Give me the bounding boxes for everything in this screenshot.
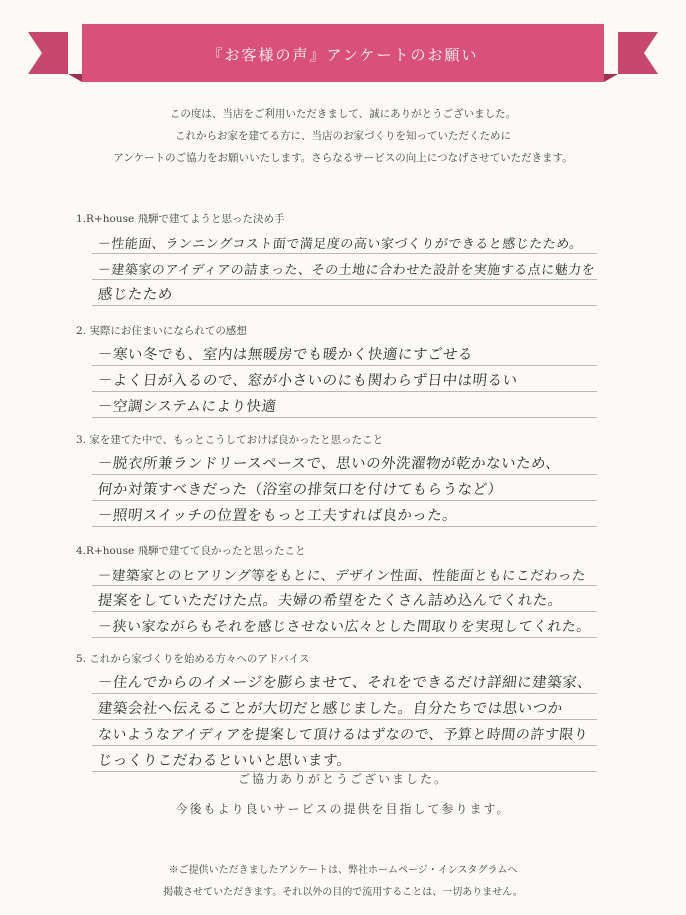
- answer-line: [92, 228, 597, 254]
- intro-line: アンケートのご協力をお願いいたします。さらなるサービスの向上につなげさせていただきます。: [113, 152, 573, 164]
- page-title: 『お客様の声』アンケートのお願い: [207, 46, 479, 64]
- handwritten-answer: －性能面、ランニングコスト面で満足度の高い家づくりができると感じたため。: [97, 237, 584, 252]
- handwritten-answer: －よく日が入るので、窓が小さいのにも関わらず日中は明るい: [97, 373, 519, 389]
- answer-line: [92, 449, 597, 475]
- question-label: 5. これから家づくりを始める方々へのアドバイス: [76, 653, 310, 665]
- handwritten-answer: －寒い冬でも、室内は無暖房でも暖かく快適にすごせる: [97, 347, 474, 363]
- handwritten-answer: －照明スイッチの位置をもっと工夫すれば良かった。: [97, 508, 459, 524]
- footer-line: 掲載させていただきます。それ以外の目的で流用することは、一切ありません。: [163, 887, 523, 898]
- answer-line: [92, 694, 597, 720]
- question-section-2: [76, 322, 616, 418]
- handwritten-answer: －狭い家ながらもそれを感じさせない広々とした間取りを実現してくれた。: [97, 619, 592, 635]
- question-label: 3. 家を建てた中で、もっとこうしておけば良かったと思ったこと: [76, 434, 384, 446]
- closing-thanks: ご協力ありがとうございました。: [237, 772, 448, 786]
- question-label: 1.R+house 飛騨で建てようと思った決め手: [76, 213, 285, 225]
- intro-line: これからお家を建てる方に、当店のお家づくりを知っていただくために: [175, 130, 511, 142]
- question-section-4: [76, 542, 616, 638]
- answer-line: [92, 560, 597, 586]
- answer-line: [92, 586, 597, 612]
- answer-line: [92, 392, 597, 418]
- footer-note: [0, 860, 686, 904]
- handwritten-answer: ないようなアイディアを提案して頂けるはずなので、予算と時間の許す限り: [97, 727, 590, 743]
- intro-text: [60, 103, 626, 169]
- handwritten-answer: －脱衣所兼ランドリースペースで、思いの外洗濯物が乾かないため、: [97, 456, 562, 472]
- answer-line: [92, 668, 597, 694]
- question-section-3: [76, 431, 616, 527]
- answer-line: [92, 720, 597, 746]
- question-section-1: [76, 210, 616, 306]
- handwritten-answer: －建築家とのヒアリング等をもとに、デザイン性面、性能面ともにこだわった: [96, 568, 587, 584]
- answer-line: [92, 746, 597, 772]
- intro-line: この度は、当店をご利用いただきまして、誠にありがとうございました。: [169, 108, 517, 120]
- handwritten-answer: －建築家のアイディアの詰まった、その土地に合わせた設計を実施する点に魅力を: [97, 263, 596, 278]
- footer-line: ※ご提供いただきましたアンケートは、弊社ホームページ・インスタグラムへ: [168, 865, 518, 876]
- title-ribbon: [28, 18, 658, 88]
- answer-line: [92, 501, 597, 527]
- question-section-5: [76, 650, 616, 772]
- answer-line: [92, 254, 597, 280]
- question-label: 2. 実際にお住まいになられての感想: [76, 325, 247, 337]
- answer-line: [92, 280, 597, 306]
- answer-line: [92, 366, 597, 392]
- closing-aim: 今後もより良いサービスの提供を目指して参ります。: [175, 802, 511, 816]
- handwritten-answer: －空調システムにより快適: [97, 399, 278, 415]
- handwritten-answer: 感じたため: [97, 287, 174, 303]
- answer-line: [92, 475, 597, 501]
- handwritten-answer: 何か対策すべきだった（浴室の排気口を付けてもらうなど）: [97, 482, 504, 498]
- handwritten-answer: じっくりこだわるといいと思います。: [97, 753, 353, 769]
- answer-line: [92, 612, 597, 638]
- handwritten-answer: －住んでからのイメージを膨らませて、それをできるだけ詳細に建築家、: [97, 675, 593, 691]
- question-label: 4.R+house 飛騨で建てて良かったと思ったこと: [76, 545, 306, 557]
- handwritten-answer: 建築会社へ伝えることが大切だと感じました。自分たちでは思いつか: [97, 701, 564, 717]
- handwritten-answer: 提案をしていただけた点。夫婦の希望をたくさん詰め込んでくれた。: [97, 593, 564, 609]
- answer-line: [92, 340, 597, 366]
